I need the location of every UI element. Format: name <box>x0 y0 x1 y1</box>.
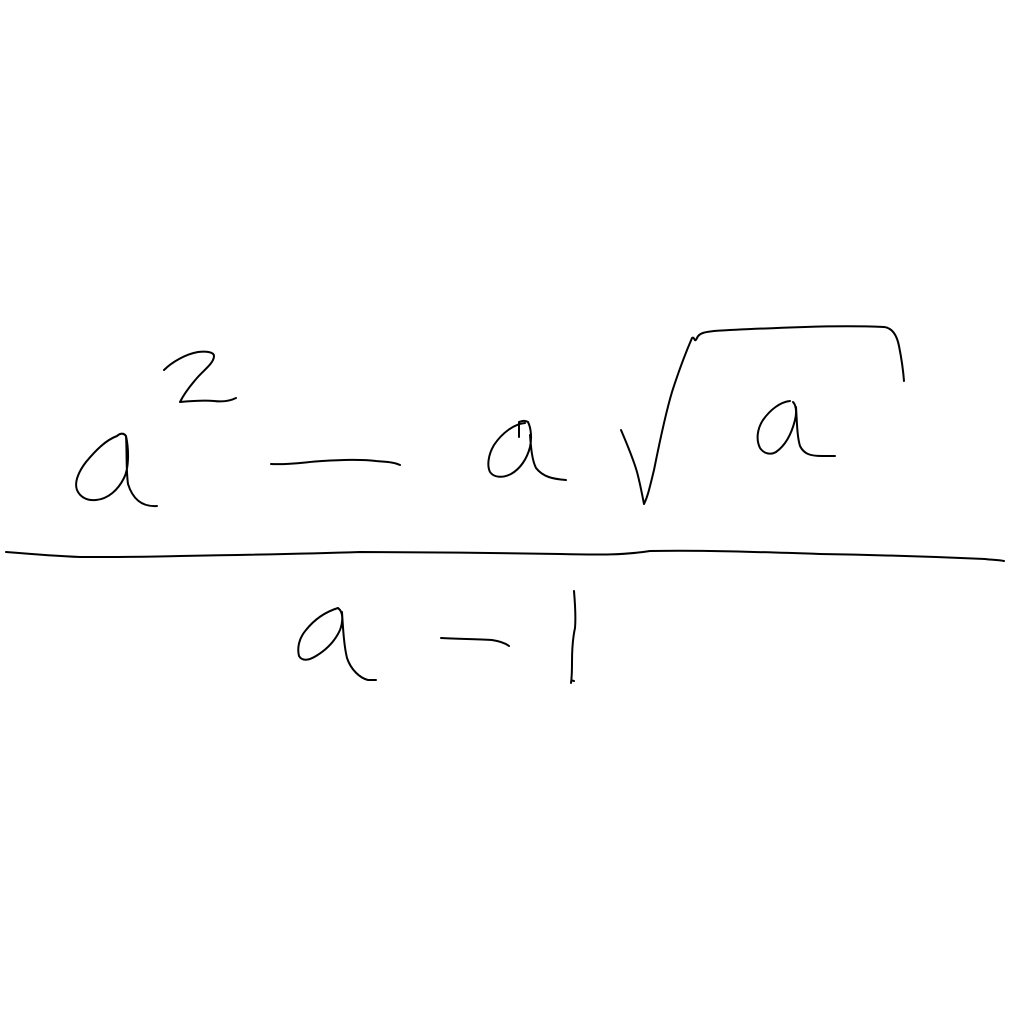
denominator <box>298 591 575 683</box>
numerator-coefficient-a <box>488 421 566 480</box>
radicand-a <box>758 401 835 456</box>
denominator-minus <box>441 638 509 646</box>
numerator-minus <box>271 460 400 465</box>
numerator-a <box>76 434 157 506</box>
denominator-a <box>298 608 376 680</box>
radical-sign <box>621 326 904 504</box>
numerator-exponent-2 <box>164 352 236 402</box>
numerator <box>76 326 904 506</box>
fraction-bar <box>6 551 1004 561</box>
denominator-one <box>571 591 575 683</box>
